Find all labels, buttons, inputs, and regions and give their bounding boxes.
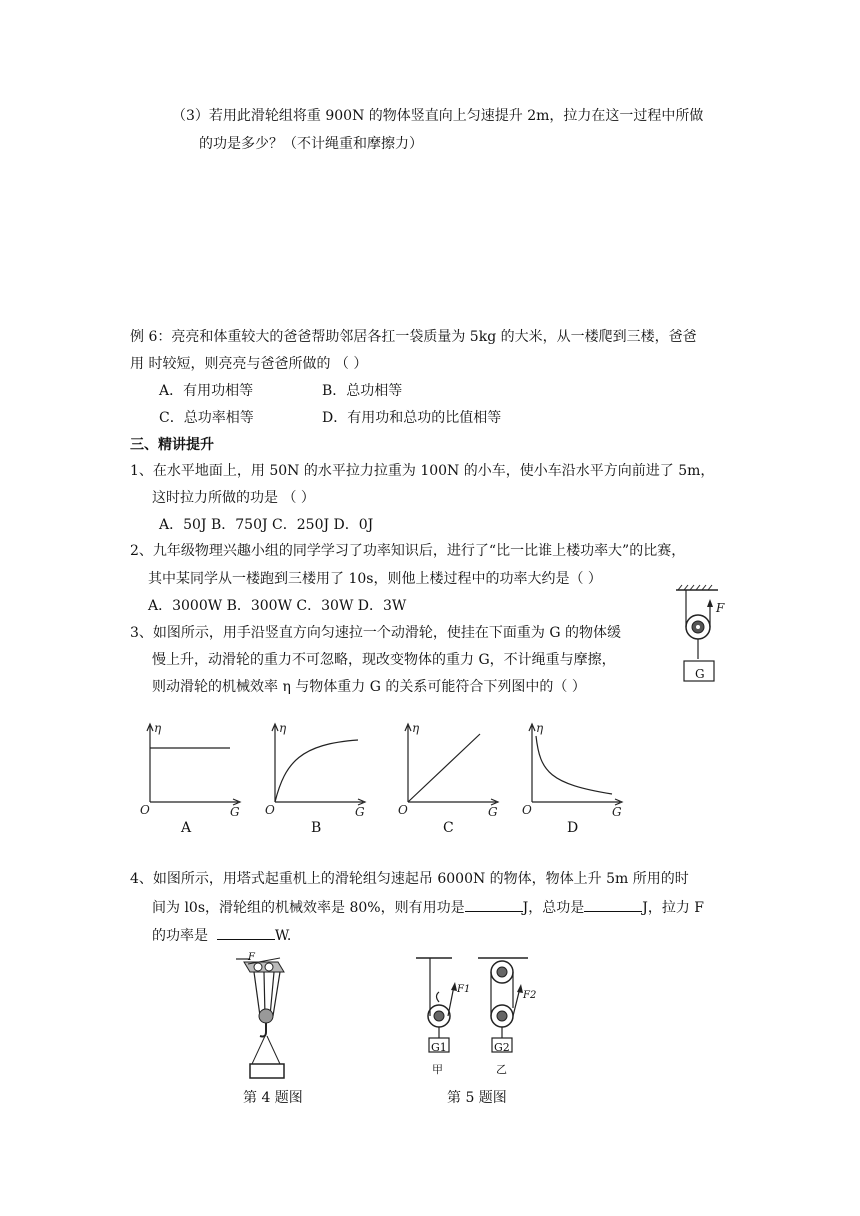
graph-b bbox=[263, 722, 373, 817]
p2-options: A．3000W B．300W C．30W D．3W bbox=[148, 598, 407, 614]
power-blank[interactable] bbox=[217, 925, 275, 940]
p2-line1: 2、九年级物理兴趣小组的同学学习了功率知识后，进行了“比一比谁上楼功率大”的比赛， bbox=[130, 543, 686, 559]
crane-pulley-figure bbox=[236, 954, 306, 1089]
graph-d-x-label: G bbox=[612, 805, 622, 819]
p4-text-b: J，总功是 bbox=[522, 900, 585, 916]
p4-text-a: 间为 l0s，滑轮组的机械效率是 80%，则有用功是 bbox=[152, 900, 465, 916]
figure-4-caption: 第 4 题图 bbox=[243, 1090, 303, 1106]
graph-b-y-label: η bbox=[279, 721, 287, 735]
ex6-line2: 用 时较短，则亮亮与爸爸所做的 （ ） bbox=[130, 356, 368, 372]
p3-line2: 慢上升，动滑轮的重力不可忽略，现改变物体的重力 G，不计绳重与摩擦， bbox=[152, 652, 616, 668]
p3-pulley-figure bbox=[676, 585, 736, 685]
graph-a-x-label: G bbox=[230, 805, 240, 819]
q3-line1: （3）若用此滑轮组将重 900N 的物体竖直向上匀速提升 2m，拉力在这一过程中所做 bbox=[172, 108, 704, 124]
graph-d bbox=[520, 722, 630, 817]
graph-c-x-label: G bbox=[488, 805, 498, 819]
yi-label: 乙 bbox=[496, 1063, 507, 1076]
ex6-option-a: A．有用功相等 bbox=[159, 383, 254, 399]
p2-line2: 其中某同学从一楼跑到三楼用了 10s，则他上楼过程中的功率大约是（ ） bbox=[148, 571, 602, 587]
ex6-option-b: B．总功相等 bbox=[322, 383, 403, 399]
p3-line3: 则动滑轮的机械效率 η 与物体重力 G 的关系可能符合下列图中的（ ） bbox=[152, 679, 586, 695]
section-heading: 三、精讲提升 bbox=[130, 437, 214, 453]
graph-a-y-label: η bbox=[154, 721, 162, 735]
p4-text-e: W. bbox=[274, 928, 292, 944]
graph-d-letter: D bbox=[567, 820, 579, 836]
p4-text-c: J，拉力 F bbox=[642, 900, 704, 916]
crane-force-label: F bbox=[248, 952, 255, 963]
p3-line1: 3、如图所示，用手沿竖直方向匀速拉一个动滑轮，使挂在下面重为 G 的物体缓 bbox=[130, 625, 621, 641]
graph-b-x-label: G bbox=[355, 805, 365, 819]
g2-label: G2 bbox=[494, 1041, 510, 1054]
p3-force-label: F bbox=[716, 601, 725, 615]
graph-d-y-label: η bbox=[536, 721, 544, 735]
f1-label: F1 bbox=[457, 984, 471, 995]
total-work-blank[interactable] bbox=[584, 897, 642, 912]
p4-line3 bbox=[152, 925, 291, 946]
ex6-line1: 例 6：亮亮和体重较大的爸爸帮助邻居各扛一袋质量为 5kg 的大米，从一楼爬到三楼，爸爸 bbox=[130, 329, 697, 345]
p1-line1: 1、在水平地面上，用 50N 的水平拉力拉重为 100N 的小车，使小车沿水平方向前进了 5m， bbox=[130, 463, 715, 479]
graph-b-letter: B bbox=[311, 820, 322, 836]
pulley-comparison-figure bbox=[412, 952, 552, 1077]
p1-line2: 这时拉力所做的功是 （ ） bbox=[152, 490, 315, 506]
p4-line2 bbox=[152, 897, 704, 918]
graph-c-origin: O bbox=[398, 803, 408, 817]
g1-label: G1 bbox=[431, 1041, 447, 1054]
f2-label: F2 bbox=[523, 990, 537, 1001]
graph-b-origin: O bbox=[265, 803, 275, 817]
p1-options: A．50J B．750J C．250J D．0J bbox=[159, 517, 374, 533]
ex6-option-c: C．总功率相等 bbox=[159, 410, 254, 426]
graph-c-y-label: η bbox=[412, 721, 420, 735]
graph-a-origin: O bbox=[140, 803, 150, 817]
p3-weight-label: G bbox=[695, 667, 705, 681]
graph-c-letter: C bbox=[443, 820, 454, 836]
graph-a-letter: A bbox=[181, 820, 192, 836]
useful-work-blank[interactable] bbox=[465, 897, 523, 912]
figure-5-caption: 第 5 题图 bbox=[447, 1090, 507, 1106]
graph-a bbox=[138, 722, 248, 817]
graph-d-origin: O bbox=[522, 803, 532, 817]
graph-c bbox=[396, 722, 506, 817]
p4-text-d: 的功率是 bbox=[152, 928, 208, 944]
jia-label: 甲 bbox=[432, 1063, 443, 1076]
ex6-option-d: D．有用功和总功的比值相等 bbox=[322, 410, 502, 426]
p4-line1: 4、如图所示，用塔式起重机上的滑轮组匀速起吊 6000N 的物体，物体上升 5m 所用的时 bbox=[130, 871, 689, 887]
q3-line2: 的功是多少？（不计绳重和摩擦力） bbox=[199, 136, 423, 152]
